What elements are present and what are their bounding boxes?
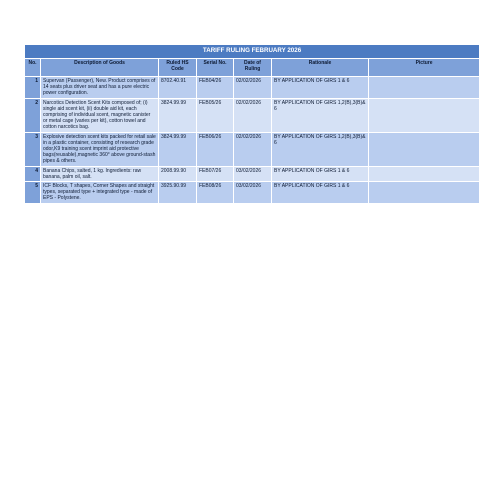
row-hs-code: 2008.99.90 [159, 166, 197, 181]
title-row [25, 45, 480, 59]
header-row [25, 59, 480, 77]
header-serial: Serial No. [197, 59, 234, 77]
row-picture [369, 166, 480, 181]
row-picture [369, 182, 480, 204]
row-date: 03/02/2026 [234, 182, 272, 204]
row-description: Banana Chips, salted, 1 kg. Ingredients: raw banana, palm oil, salt. [41, 166, 159, 181]
row-date: 03/02/2026 [234, 166, 272, 181]
row-number: 1 [25, 77, 41, 99]
table-row [25, 166, 480, 181]
row-hs-code: 3824.99.99 [159, 98, 197, 132]
row-number: 2 [25, 98, 41, 132]
row-number: 4 [25, 166, 41, 181]
table-row [25, 98, 480, 132]
row-serial: FEB06/26 [197, 132, 234, 166]
row-picture [369, 132, 480, 166]
row-number: 3 [25, 132, 41, 166]
row-serial: FEB05/26 [197, 98, 234, 132]
row-rationale: BY APPLICATION OF GIRS 1 & 6 [272, 166, 369, 181]
header-hs-code: Ruled HS Code [159, 59, 197, 77]
row-date: 02/02/2026 [234, 98, 272, 132]
row-description: Narcotics Detection Scent Kits composed of; (i) single aid scent kit, (ii) double aid kit, each comprising of individual scent, magnetic canister or metal cage (varies per kit), cotton towel and cotton narcotics bag. [41, 98, 159, 132]
row-hs-code: 8702.40.91 [159, 77, 197, 99]
row-date: 02/02/2026 [234, 77, 272, 99]
row-description: ICF Blocks, T shapes, Corner Shapes and straight types, separated type + integrated type - made of EPS - Polystene. [41, 182, 159, 204]
row-hs-code: 3925.90.99 [159, 182, 197, 204]
row-rationale: BY APPLICATION OF GIRS 1,2(B),3(B)& 6 [272, 98, 369, 132]
row-date: 02/02/2026 [234, 132, 272, 166]
row-picture [369, 98, 480, 132]
table-row [25, 182, 480, 204]
header-picture: Picture [369, 59, 480, 77]
table-row [25, 132, 480, 166]
row-serial: FEB07/26 [197, 166, 234, 181]
row-serial: FEB08/26 [197, 182, 234, 204]
row-serial: FEB04/26 [197, 77, 234, 99]
row-number: 5 [25, 182, 41, 204]
header-date: Date of Ruling [234, 59, 272, 77]
row-description: Explosive detection scent kits packed for retail sale in a plastic container, consisting of research grade odor,K9 training scent imprint aid protective bags(reusable),magnetic 360° above ground-stash pipes & others. [41, 132, 159, 166]
row-hs-code: 3824.99.99 [159, 132, 197, 166]
header-no: No. [25, 59, 41, 77]
row-description: Supervan (Passenger), New. Product comprises of 14 seats plus driver seat and has a pure electric power configuration. [41, 77, 159, 99]
row-picture [369, 77, 480, 99]
row-rationale: BY APPLICATION OF GIRS 1 & 6 [272, 77, 369, 99]
table-title: TARIFF RULING FEBRUARY 2026 [25, 45, 480, 59]
row-rationale: BY APPLICATION OF GIRS 1 & 6 [272, 182, 369, 204]
tariff-ruling-table [24, 44, 480, 204]
header-description: Description of Goods [41, 59, 159, 77]
row-rationale: BY APPLICATION OF GIRS 1,2(B),3(B)& 6 [272, 132, 369, 166]
header-rationale: Rationale [272, 59, 369, 77]
table-row [25, 77, 480, 99]
